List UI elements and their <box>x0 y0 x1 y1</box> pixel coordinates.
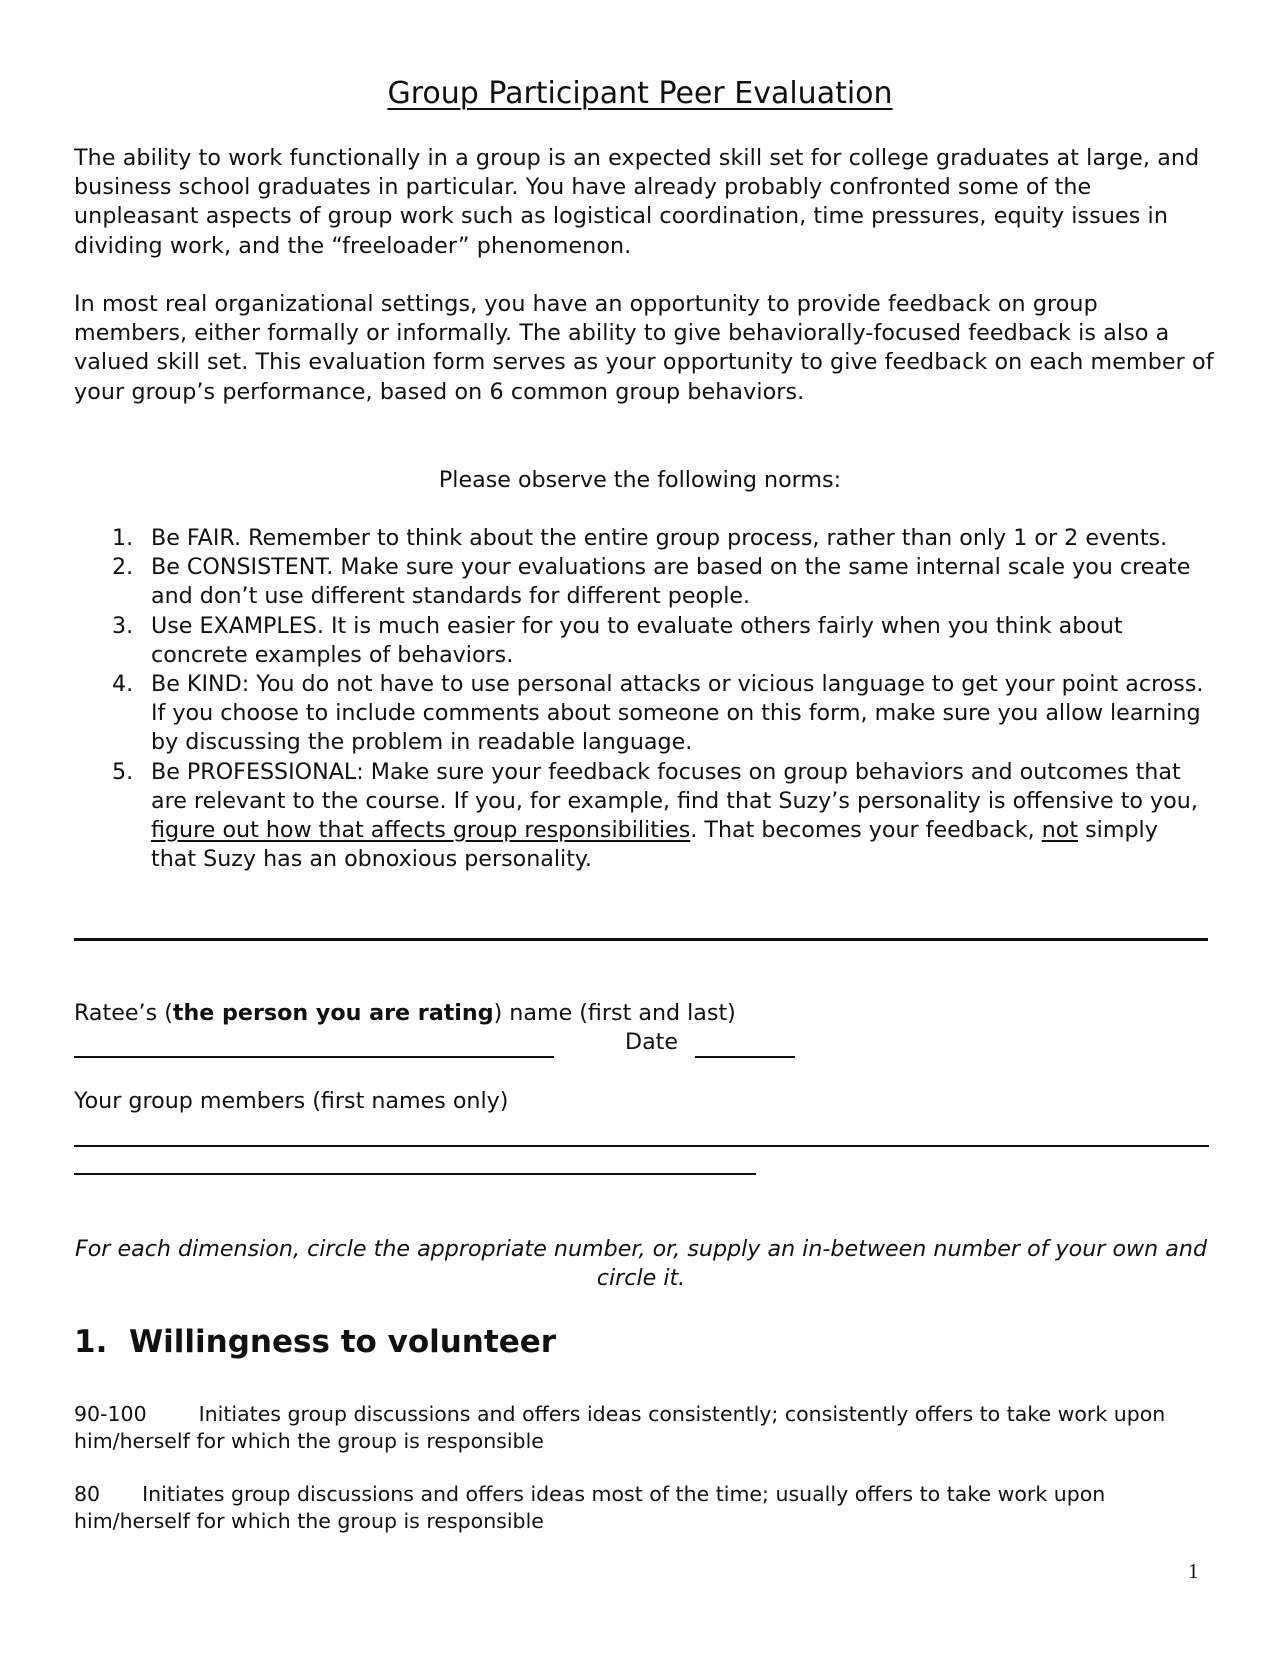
ratee-label-prefix: Ratee’s ( <box>74 1000 173 1026</box>
norm-text: Be PROFESSIONAL: Make sure your feedback focuses on group behaviors and outcomes that are relevant to the course. If you, for example, find that Suzy’s personality is offensive to you, <box>151 758 1198 814</box>
norm-text: Be FAIR. Remember to think about the entire group process, rather than only 1 or 2 events. <box>151 525 1168 551</box>
date-field[interactable] <box>695 1056 795 1058</box>
norm-emphasis: not <box>1041 817 1079 844</box>
group-members-label: Your group members (first names only) <box>74 1088 509 1114</box>
intro-paragraph: The ability to work functionally in a group is an expected skill set for college graduates at large, and business school graduates in particular. You have already probably confronted some of the unpleasant aspects of group work such as logistical coordination, time pressures, equity issues in dividing work, and the “freeloader” phenomenon. <box>74 145 1200 259</box>
group-members-field-line-1[interactable] <box>74 1145 1209 1147</box>
section-title: Willingness to volunteer <box>128 1324 557 1360</box>
norm-text: Use EXAMPLES. It is much easier for you to evaluate others fairly when you think about concrete examples of behaviors. <box>151 612 1123 668</box>
ratee-label-suffix: ) name (first and last) <box>493 1000 736 1026</box>
section-number: 1. <box>74 1324 108 1360</box>
norm-item <box>74 670 1204 758</box>
norm-text: . That becomes your feedback, <box>690 817 1042 844</box>
rating-score[interactable]: 90-100 <box>74 1402 147 1426</box>
norm-number: 2. <box>112 554 134 581</box>
norm-emphasis: figure out how that affects group responsibilities <box>151 817 691 844</box>
instructions: For each dimension, circle the appropriate number, or, supply an in-between number of your own and circle it. <box>74 1236 1208 1291</box>
rating-description: Initiates group discussions and offers ideas most of the time; usually offers to take work upon him/herself for which the group is responsible <box>74 1482 1106 1533</box>
intro-paragraph: In most real organizational settings, you have an opportunity to provide feedback on group members, either formally or informally. The ability to give behaviorally-focused feedback is also a valued skill set. This evaluation form serves as your opportunity to give feedback on each member of your group’s performance, based on 6 common group behaviors. <box>74 291 1214 405</box>
norm-number: 4. <box>112 671 134 698</box>
norm-item <box>74 612 1204 670</box>
rating-option[interactable] <box>74 1401 1208 1455</box>
ratee-name-field[interactable] <box>74 1056 554 1058</box>
norm-item <box>74 758 1204 875</box>
group-members-field-line-2[interactable] <box>74 1173 756 1175</box>
norms-list <box>74 524 1204 874</box>
rating-description: Initiates group discussions and offers ideas consistently; consistently offers to take work upon him/herself for which the group is responsible <box>74 1402 1166 1453</box>
section-divider <box>74 938 1208 941</box>
rating-option[interactable] <box>74 1481 1208 1535</box>
page-number: 1 <box>1188 1559 1199 1583</box>
norm-number: 1. <box>112 525 134 551</box>
date-label: Date <box>625 1029 679 1055</box>
ratee-label <box>74 999 736 1028</box>
norms-heading: Please observe the following norms: <box>438 467 842 493</box>
norm-number: 3. <box>112 612 134 639</box>
norm-item <box>74 553 1204 611</box>
norm-text: simply that Suzy has an obnoxious personality. <box>151 817 1158 873</box>
rating-score[interactable]: 80 <box>74 1482 101 1506</box>
norm-text: Be CONSISTENT. Make sure your evaluations are based on the same internal scale you create and don’t use different standards for different people. <box>151 554 1191 610</box>
page-title: Group Participant Peer Evaluation <box>387 76 893 111</box>
norm-item <box>74 524 1204 553</box>
section-heading <box>74 1322 556 1362</box>
norm-text: Be KIND: You do not have to use personal attacks or vicious language to get your point across. If you choose to include comments about someone on this form, make sure you allow learning by discussing the problem in readable language. <box>151 671 1204 756</box>
norm-number: 5. <box>112 758 134 785</box>
ratee-label-bold: the person you are rating <box>172 1000 494 1026</box>
